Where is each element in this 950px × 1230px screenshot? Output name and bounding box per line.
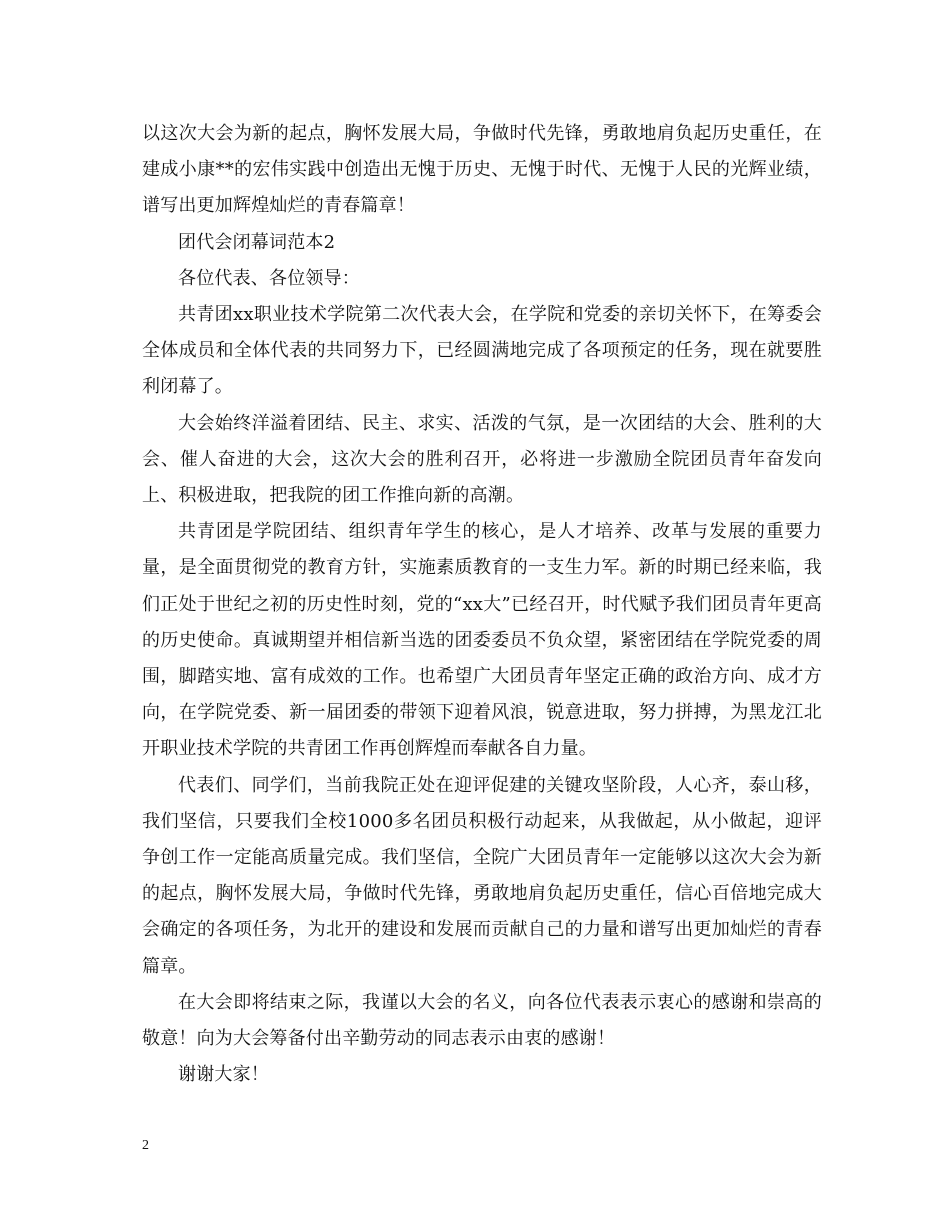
page-number: 2: [142, 1138, 149, 1153]
section-heading: 团代会闭幕词范本2: [178, 231, 336, 253]
paragraph: 共青团xx职业技术学院第二次代表大会，在学院和党委的亲切关怀下，在筹委会全体成员和全体代表的共同努力下，已经圆满地完成了各项预定的任务，现在就要胜利闭幕了。: [142, 304, 822, 398]
document-body: [142, 116, 822, 1093]
paragraph-continuation: 以这次大会为新的起点，胸怀发展大局，争做时代先锋，勇敢地肩负起历史重任，在建成小康**的宏伟实践中创造出无愧于历史、无愧于时代、无愧于人民的光辉业绩，谱写出更加辉煌灿烂的青春篇章！: [142, 123, 822, 217]
paragraph: 代表们、同学们，当前我院正处在迎评促建的关键攻坚阶段，人心齐，泰山移，我们坚信，只要我们全校1000多名团员积极行动起来，从我做起，从小做起，迎评争创工作一定能高质量完成。我们坚信，全院广大团员青年一定能够以这次大会为新的起点，胸怀发展大局，争做时代先锋，勇敢地肩负起历史重任，信心百倍地完成大会确定的各项任务，为北开的建设和发展而贡献自己的力量和谱写出更加灿烂的青春篇章。: [142, 774, 822, 977]
salutation: 各位代表、各位领导：: [178, 267, 360, 289]
paragraph: 共青团是学院团结、组织青年学生的核心，是人才培养、改革与发展的重要力量，是全面贯彻党的教育方针，实施素质教育的一支生力军。新的时期已经来临，我们正处于世纪之初的历史性时刻，党的“xx大”已经召开，时代赋予我们团员青年更高的历史使命。真诚期望并相信新当选的团委委员不负众望，紧密团结在学院党委的周围，脚踏实地、富有成效的工作。也希望广大团员青年坚定正确的政治方向、成才方向，在学院党委、新一届团委的带领下迎着风浪，锐意进取，努力拼搏，为黑龙江北开职业技术学院的共青团工作再创辉煌而奉献各自力量。: [142, 521, 822, 760]
paragraph: 大会始终洋溢着团结、民主、求实、活泼的气氛，是一次团结的大会、胜利的大会、催人奋进的大会，这次大会的胜利召开，必将进一步激励全院团员青年奋发向上、积极进取，把我院的团工作推向新的高潮。: [142, 412, 822, 507]
paragraph: 在大会即将结束之际，我谨以大会的名义，向各位代表表示衷心的感谢和崇高的敬意！向为大会筹备付出辛勤劳动的同志表示由衷的感谢！: [142, 991, 822, 1050]
closing-line: 谢谢大家！: [178, 1064, 269, 1086]
